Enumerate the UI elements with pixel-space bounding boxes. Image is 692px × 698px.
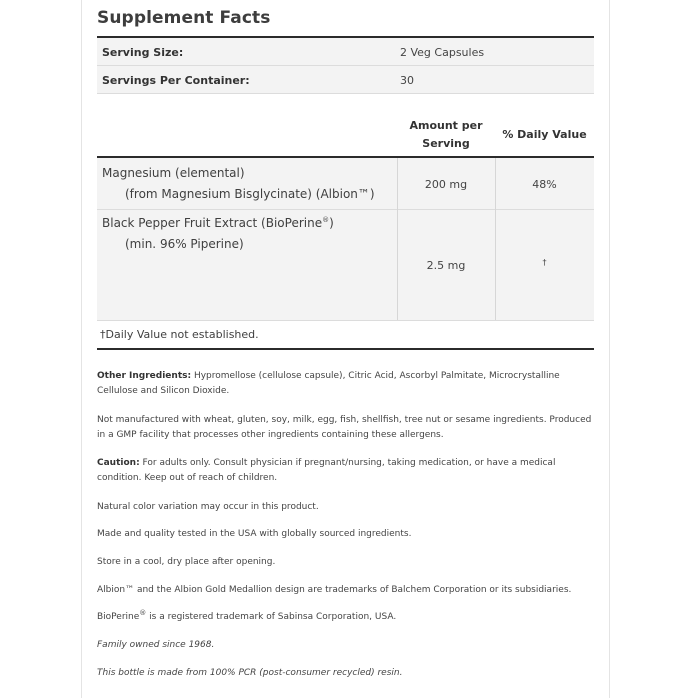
allergen-statement: Not manufactured with wheat, gluten, soy, milk, egg, fish, shellfish, tree nut or sesame ingredients. Produced in a GMP facility that processes other ingredients containing these allergens. [97, 415, 592, 440]
nutrient-name: Magnesium (elemental) [102, 166, 245, 180]
other-ingredients-text: Hypromellose (cellulose capsule), Citric Acid, Ascorbyl Palmitate, Microcrystalline Cellulose and Silicon Dioxide. [97, 371, 560, 396]
caution-statement [97, 456, 602, 486]
page-title: Supplement Facts [97, 8, 271, 28]
column-divider-daily-value [495, 158, 496, 320]
nutrient-amount: 2.5 mg [426, 259, 466, 272]
table-bottom-divider [97, 320, 594, 321]
nutrient-daily-value: † [542, 258, 547, 267]
caution-text: For adults only. Consult physician if pregnant/nursing, taking medication, or have a medical condition. Keep out of reach of children. [97, 458, 556, 483]
storage-note: Store in a cool, dry place after opening. [97, 557, 276, 567]
serving-size-value: 2 Veg Capsules [400, 46, 485, 59]
amount-header-line1: Amount per [409, 119, 483, 132]
made-in-usa-note: Made and quality tested in the USA with globally sourced ingredients. [97, 529, 412, 539]
footnote-rule [97, 348, 594, 350]
servings-per-container-label: Servings Per Container: [102, 74, 250, 87]
supplement-facts-panel [81, 0, 610, 698]
daily-value-header: % Daily Value [502, 128, 587, 141]
nutrient-amount: 200 mg [424, 178, 468, 191]
family-owned-note: Family owned since 1968. [97, 640, 215, 650]
pcr-bottle-note: This bottle is made from 100% PCR (post-consumer recycled) resin. [97, 668, 403, 678]
albion-trademark-note: Albion™ and the Albion Gold Medallion design are trademarks of Balchem Corporation or its subsidiaries. [97, 585, 572, 595]
nutrient-source: (min. 96% Piperine) [125, 237, 244, 251]
bioperine-trademark-note: BioPerine® is a registered trademark of Sabinsa Corporation, USA. [97, 609, 397, 622]
nutrient-source: (from Magnesium Bisglycinate) (Albion™) [125, 187, 375, 201]
other-ingredients [97, 369, 602, 399]
other-ingredients-label: Other Ingredients: [97, 371, 192, 381]
amount-per-serving-header [397, 117, 495, 153]
color-variation-note: Natural color variation may occur in this product. [97, 502, 319, 512]
servings-per-container-value: 30 [400, 74, 414, 87]
nutrient-daily-value: 48% [532, 178, 557, 191]
daily-value-footnote: †Daily Value not established. [100, 328, 259, 341]
nutrient-name: Black Pepper Fruit Extract (BioPerine®) [102, 216, 334, 230]
caution-label: Caution: [97, 458, 140, 468]
amount-header-line2: Serving [422, 137, 470, 150]
serving-size-label: Serving Size: [102, 46, 184, 59]
serving-bottom-divider [97, 93, 594, 94]
column-divider-amount [397, 158, 398, 320]
